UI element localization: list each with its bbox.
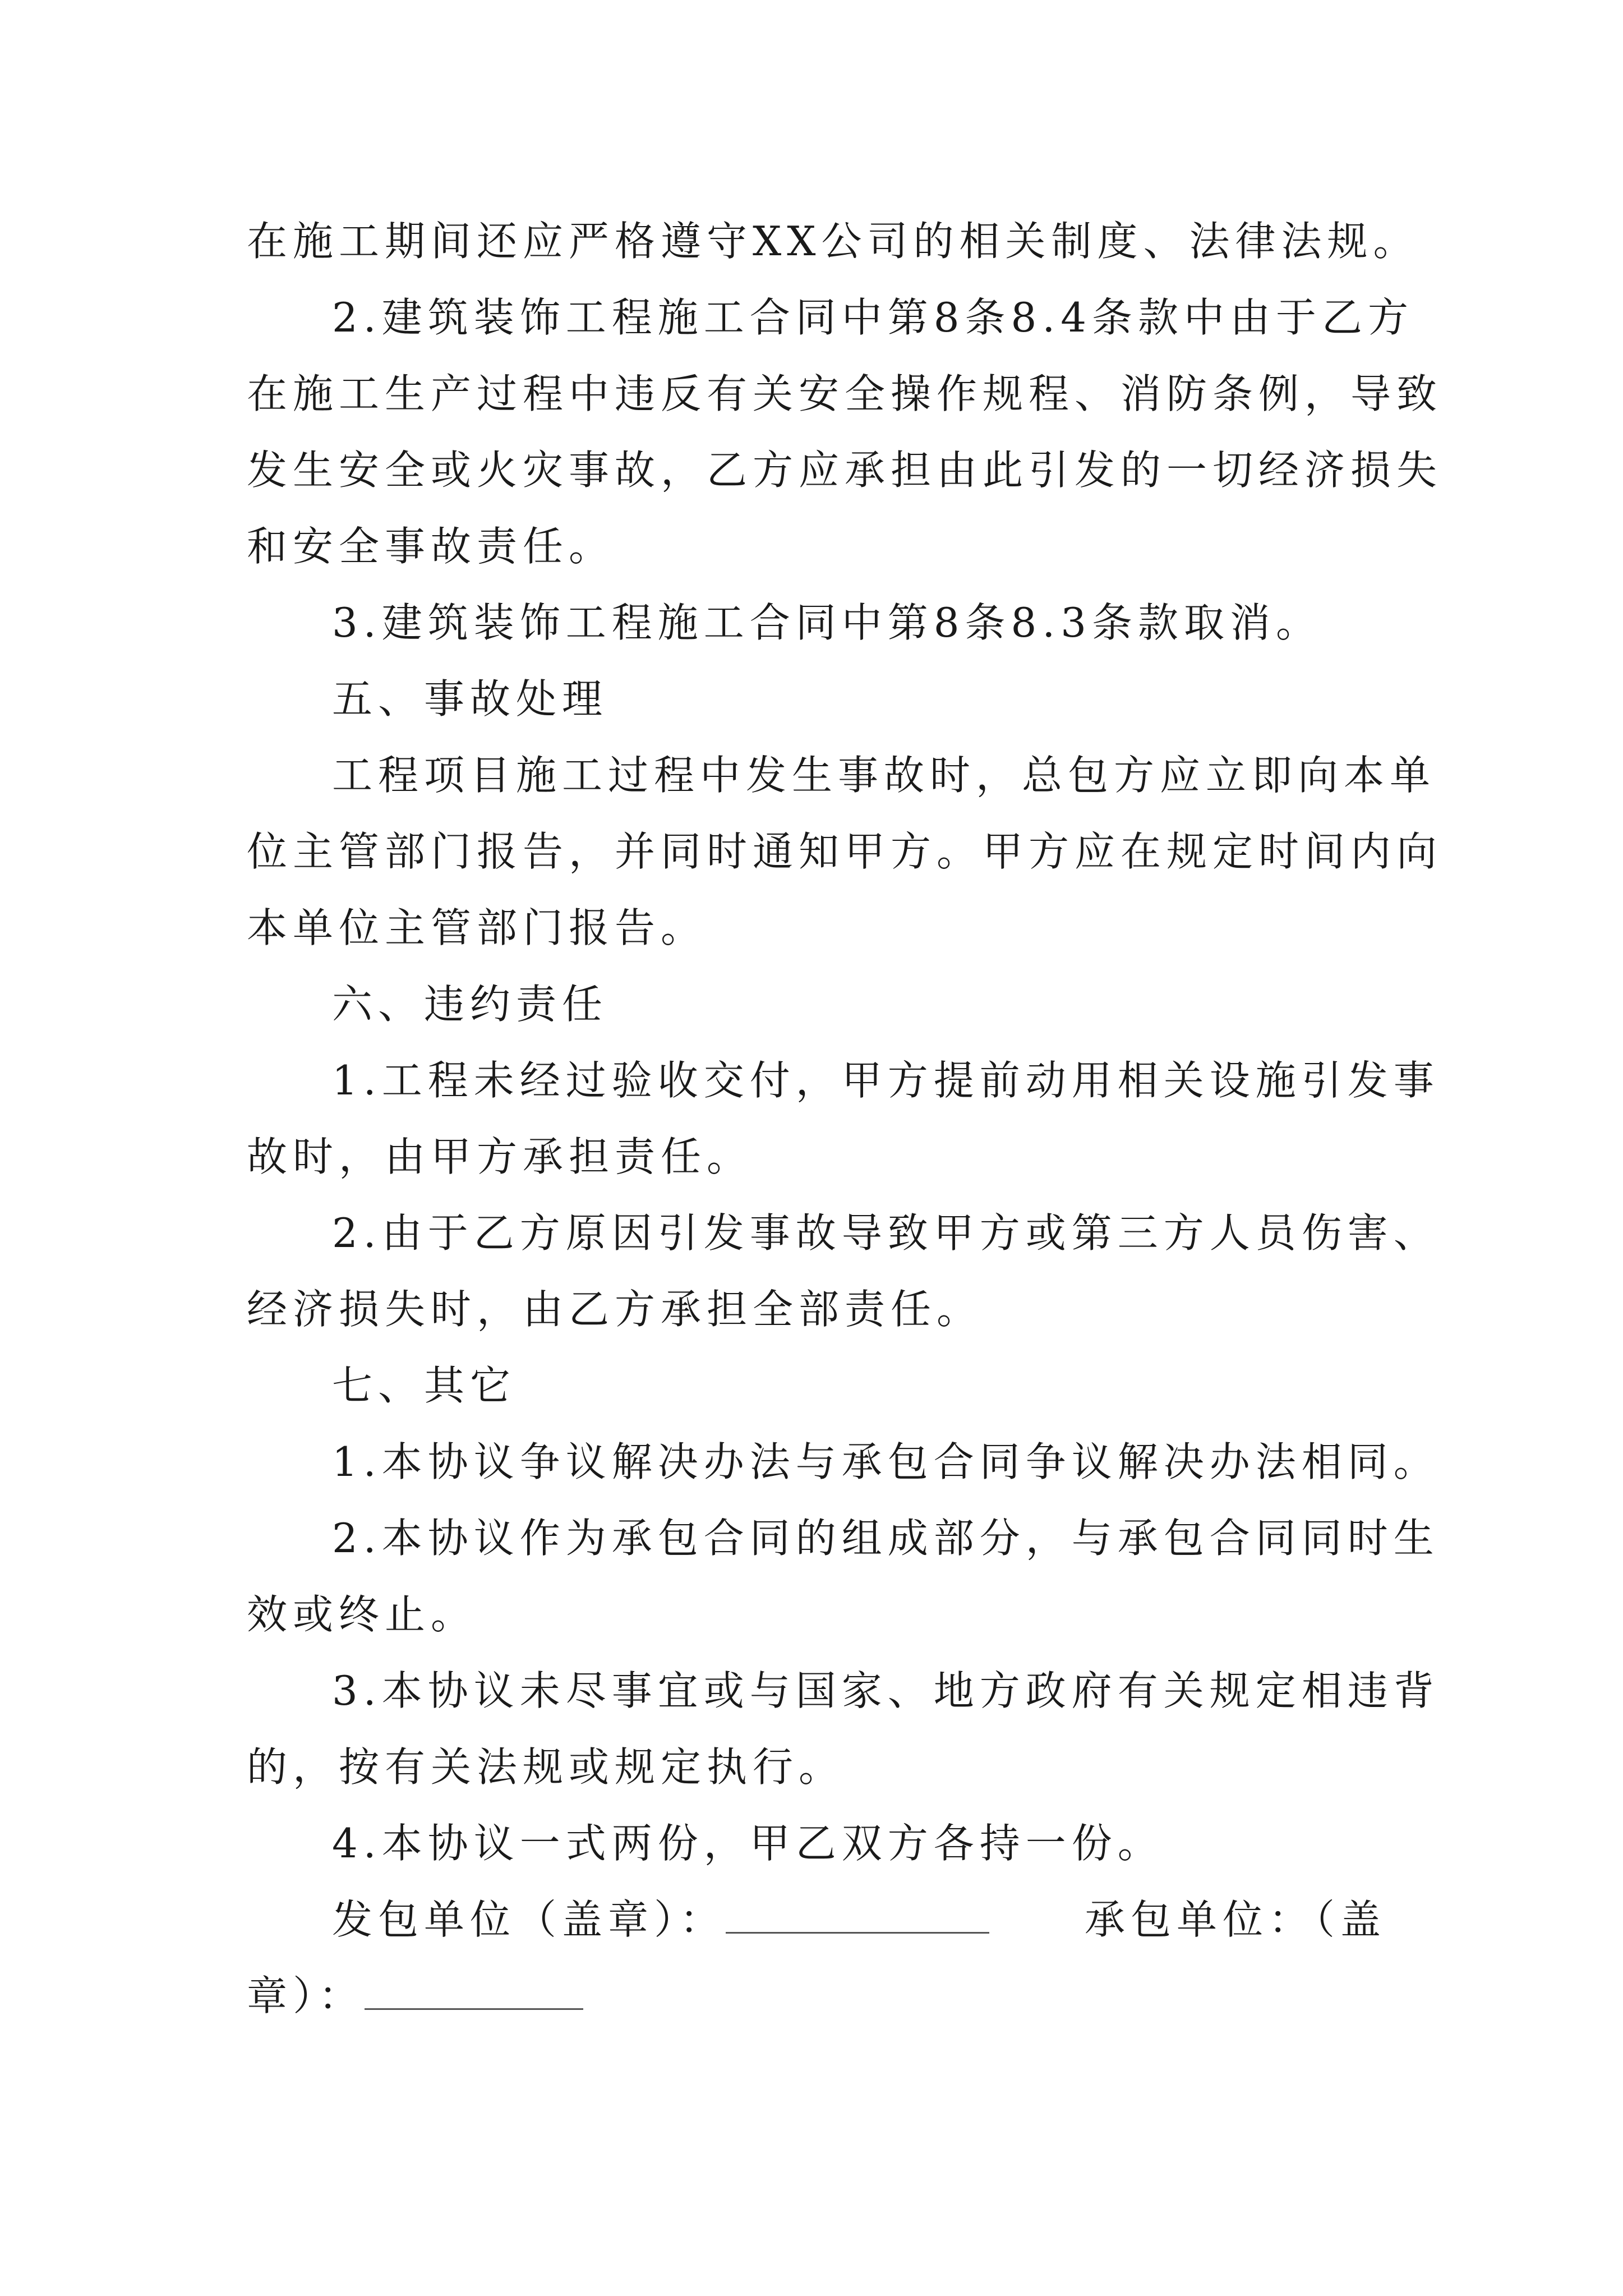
paragraph-line: 1.工程未经过验收交付，甲方提前动用相关设施引发事 (332, 1057, 1440, 1104)
document-body (247, 203, 1443, 2034)
paragraph-line: 在施工生产过程中违反有关安全操作规程、消防条例，导致 (247, 370, 1443, 417)
party-a-label: 发包单位（盖章）： (332, 1896, 726, 1943)
paragraph-line: 4.本协议一式两份，甲乙双方各持一份。 (332, 1820, 1164, 1867)
paragraph-line: 的，按有关法规或规定执行。 (247, 1743, 845, 1791)
paragraph-line: 本单位主管部门报告。 (247, 904, 707, 951)
section-heading: 六、违约责任 (332, 981, 608, 1028)
paragraph-line: 2.由于乙方原因引发事故导致甲方或第三方人员伤害、 (332, 1209, 1440, 1257)
paragraph-line: 2.本协议作为承包合同的组成部分，与承包合同同时生 (332, 1515, 1440, 1562)
paragraph-line: 3.本协议未尽事宜或与国家、地方政府有关规定相违背 (332, 1667, 1440, 1714)
paragraph-line: 故时，由甲方承担责任。 (247, 1133, 753, 1180)
paragraph-line: 经济损失时，由乙方承担全部责任。 (247, 1286, 983, 1333)
paragraph-line: 发生安全或火灾事故，乙方应承担由此引发的一切经济损失 (247, 447, 1443, 494)
paragraph-line: 工程项目施工过程中发生事故时，总包方应立即向本单 (332, 752, 1436, 799)
paragraph-line: 位主管部门报告，并同时通知甲方。甲方应在规定时间内向 (247, 828, 1443, 875)
paragraph-line: 2.建筑装饰工程施工合同中第8条8.4条款中由于乙方 (332, 294, 1414, 341)
paragraph-line: 3.建筑装饰工程施工合同中第8条8.3条款取消。 (332, 599, 1322, 646)
party-b-signature-blank (365, 1986, 583, 2010)
paragraph-line: 在施工期间还应严格遵守XX公司的相关制度、法律法规。 (247, 218, 1419, 265)
signature-row-continued (247, 1958, 1385, 2034)
party-b-label: 承包单位：（盖 (1085, 1896, 1387, 1943)
party-b-label-continued: 章）： (247, 1972, 365, 2019)
signature-row (247, 1881, 1385, 1958)
paragraph-line: 和安全事故责任。 (247, 523, 615, 570)
paragraph-line: 1.本协议争议解决办法与承包合同争议解决办法相同。 (332, 1438, 1440, 1485)
paragraph-line: 效或终止。 (247, 1591, 477, 1638)
party-a-signature-blank (726, 1910, 989, 1934)
section-heading: 五、事故处理 (332, 675, 608, 723)
section-heading: 七、其它 (332, 1362, 517, 1409)
